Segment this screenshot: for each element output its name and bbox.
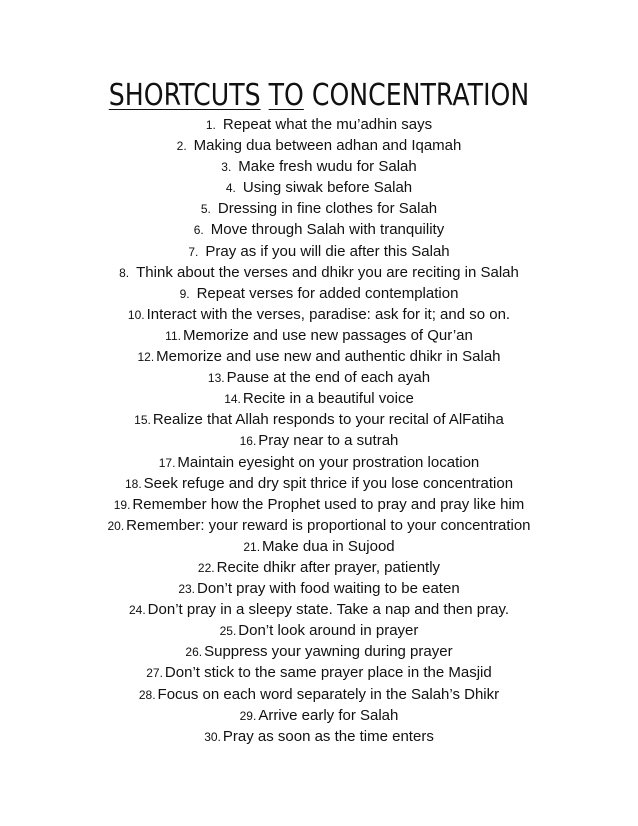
item-text: Recite dhikr after prayer, patiently	[216, 558, 441, 576]
item-number: 7.	[188, 244, 199, 259]
list-item	[0, 367, 638, 388]
item-text: Realize that Allah responds to your recital of AlFatiha	[152, 411, 504, 429]
item-text: Repeat what the mu’adhin says	[222, 116, 433, 133]
item-text: Memorize and use new passages of Qur’an	[182, 326, 473, 344]
item-text: Recite in a beautiful voice	[242, 390, 414, 408]
item-text: Making dua between adhan and Iqamah	[193, 137, 462, 155]
item-number: 30.	[204, 729, 221, 744]
item-text: Remember how the Prophet used to pray and pray like him	[132, 495, 525, 513]
item-number: 4.	[225, 181, 236, 196]
item-number: 10.	[127, 307, 145, 322]
list-item	[0, 726, 638, 747]
list-item	[0, 620, 638, 641]
list-item	[0, 262, 638, 283]
item-number: 9.	[179, 286, 190, 301]
item-number: 6.	[193, 223, 204, 238]
item-number: 24.	[128, 603, 146, 618]
list-item	[0, 346, 638, 367]
item-text: Maintain eyesight on your prostration location	[177, 453, 480, 471]
item-text: Dressing in fine clothes for Salah	[217, 200, 438, 218]
item-number: 25.	[219, 624, 237, 639]
list-item	[0, 198, 638, 219]
item-text: Repeat verses for added contemplation	[196, 284, 459, 302]
list-item	[0, 473, 638, 494]
list-item	[0, 599, 638, 620]
item-number: 23.	[178, 582, 195, 597]
item-text: Pray near to a sutrah	[258, 432, 399, 450]
item-number: 20.	[107, 518, 125, 533]
list-item	[0, 515, 638, 536]
list-item	[0, 135, 638, 156]
title-word-shortcuts: SHORTCUTS	[108, 78, 261, 113]
list-item	[0, 430, 638, 451]
item-number: 27.	[146, 666, 163, 681]
list-item	[0, 578, 638, 599]
item-number: 26.	[185, 645, 203, 660]
item-number: 12.	[137, 350, 155, 365]
item-number: 22.	[197, 560, 215, 575]
item-number: 17.	[158, 455, 176, 470]
list-item	[0, 177, 638, 198]
list-item	[0, 536, 638, 557]
list-item	[0, 325, 638, 346]
item-text: Pause at the end of each ayah	[226, 369, 431, 387]
list-item	[0, 219, 638, 240]
item-text: Think about the verses and dhikr you are reciting in Salah	[136, 263, 519, 281]
list-item	[0, 304, 638, 325]
item-text: Make dua in Sujood	[262, 537, 395, 555]
item-text: Don’t pray in a sleepy state. Take a nap and then pray.	[147, 601, 510, 619]
list-item	[0, 409, 638, 430]
list-item	[0, 557, 638, 578]
item-text: Suppress your yawning during prayer	[204, 643, 453, 661]
list-item	[0, 662, 638, 683]
item-text: Memorize and use new and authentic dhikr in Salah	[156, 348, 501, 366]
list-item	[0, 114, 638, 135]
item-number: 29.	[239, 708, 257, 723]
item-number: 21.	[243, 539, 261, 554]
item-number: 14.	[224, 392, 241, 407]
item-number: 15.	[134, 413, 151, 428]
item-text: Move through Salah with tranquility	[210, 221, 445, 239]
item-text: Seek refuge and dry spit thrice if you lose concentration	[143, 474, 514, 492]
item-number: 16.	[239, 434, 257, 449]
item-number: 1.	[205, 118, 216, 132]
title-word-to: TO	[268, 78, 304, 113]
list-item	[0, 452, 638, 473]
list-item	[0, 283, 638, 304]
item-text: Pray as soon as the time enters	[222, 727, 434, 745]
item-number: 2.	[176, 139, 187, 154]
item-number: 8.	[119, 265, 130, 280]
item-text: Make fresh wudu for Salah	[238, 158, 417, 176]
item-text: Using siwak before Salah	[242, 179, 413, 197]
list-item	[0, 684, 638, 705]
item-text: Interact with the verses, paradise: ask for it; and so on.	[146, 305, 511, 323]
item-text: Don’t look around in prayer	[238, 622, 419, 640]
list-item	[0, 241, 638, 262]
title-word-concentration: CONCENTRATION	[311, 78, 530, 113]
list-item	[0, 705, 638, 726]
item-text: Remember: your reward is proportional to your concentration	[126, 516, 531, 534]
item-number: 3.	[221, 160, 232, 175]
list-item	[0, 494, 638, 515]
shortcut-list	[0, 114, 638, 747]
item-number: 28.	[138, 687, 156, 702]
item-text: Arrive early for Salah	[258, 706, 399, 724]
item-text: Pray as if you will die after this Salah	[205, 242, 450, 260]
list-item	[0, 388, 638, 409]
item-text: Don’t pray with food waiting to be eaten	[197, 580, 460, 598]
item-text: Don’t stick to the same prayer place in the Masjid	[164, 664, 492, 682]
item-number: 11.	[165, 328, 181, 343]
list-item	[0, 156, 638, 177]
item-number: 18.	[124, 476, 142, 491]
item-number: 13.	[207, 371, 225, 386]
page-title	[51, 76, 587, 116]
list-item	[0, 641, 638, 662]
item-number: 5.	[200, 202, 211, 217]
item-text: Focus on each word separately in the Salah’s Dhikr	[157, 685, 500, 703]
item-number: 19.	[113, 497, 131, 512]
